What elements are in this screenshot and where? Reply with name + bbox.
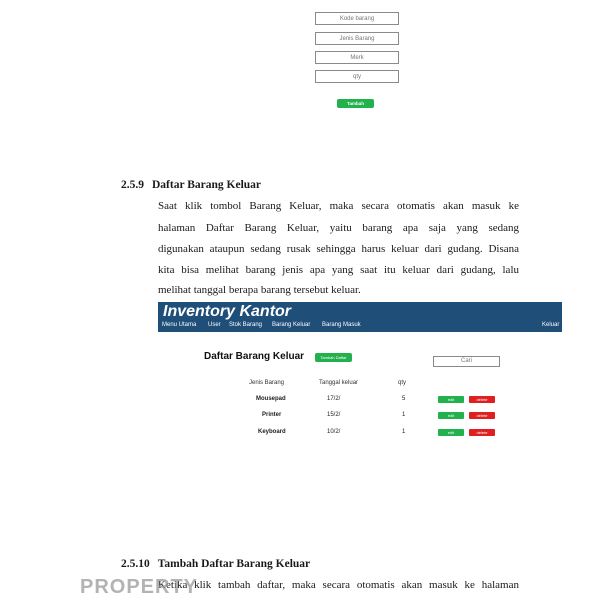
search-input[interactable]: Cari xyxy=(433,356,500,367)
table-cell-item: Keyboard xyxy=(258,429,286,435)
table-cell-date: 17/2/ xyxy=(327,396,341,402)
edit-button[interactable]: edit xyxy=(438,412,464,419)
tambah-button[interactable]: Tambah xyxy=(337,99,374,108)
section-heading-2-5-9 xyxy=(121,179,261,191)
column-header-qty: qty xyxy=(398,380,407,386)
edit-button[interactable]: edit xyxy=(438,429,464,436)
nav-barang-keluar[interactable]: Barang Keluar xyxy=(272,322,311,328)
table-cell-item: Mousepad xyxy=(256,396,286,402)
nav-menu-utama[interactable]: Menu Utama xyxy=(162,322,197,328)
section-title: Daftar Barang Keluar xyxy=(152,179,262,191)
merk-input[interactable]: Merk xyxy=(315,51,399,64)
nav-barang-masuk[interactable]: Barang Masuk xyxy=(322,322,361,328)
app-title: Inventory Kantor xyxy=(163,303,292,320)
page-title: Daftar Barang Keluar xyxy=(204,351,305,362)
table-cell-qty: 5 xyxy=(402,396,406,402)
jenis-barang-input[interactable]: Jenis Barang xyxy=(315,32,399,45)
section-number: 2.5.9 xyxy=(121,179,144,191)
edit-button[interactable]: edit xyxy=(438,396,464,403)
section-title: Tambah Daftar Barang Keluar xyxy=(157,558,311,570)
paragraph-line: Saat klik tombol Barang Keluar, maka secara otomatis akan masuk ke xyxy=(158,200,519,212)
section-heading-2-5-10 xyxy=(121,558,310,570)
watermark: PROPERTY xyxy=(80,576,199,598)
delete-button[interactable]: delete xyxy=(469,396,495,403)
qty-input[interactable]: qty xyxy=(315,70,399,83)
table-cell-date: 10/2/ xyxy=(327,429,341,435)
app-header xyxy=(158,302,562,332)
kode-barang-input[interactable]: Kode barang xyxy=(315,12,399,25)
paragraph-line: digunakan ataupun sedang rusak sehingga harus keluar dari gudang. Disana xyxy=(158,243,519,255)
table-cell-item: Printer xyxy=(262,412,282,418)
tambah-daftar-button[interactable]: Tambah Daftar xyxy=(315,353,352,362)
delete-button[interactable]: delete xyxy=(469,412,495,419)
paragraph-line: Ketika klik tambah daftar, maka secara otomatis akan masuk ke halaman xyxy=(158,579,519,591)
section-number: 2.5.10 xyxy=(121,558,150,570)
table-cell-qty: 1 xyxy=(402,412,406,418)
paragraph-line: kita bisa melihat barang jenis apa yang saat itu keluar dari gudang, lalu xyxy=(158,264,519,276)
paragraph-line: melihat tanggal berapa barang tersebut keluar. xyxy=(158,284,361,296)
nav-stok-barang[interactable]: Stok Barang xyxy=(229,322,263,328)
column-header-jenis-barang: Jenis Barang xyxy=(249,380,285,386)
table-cell-date: 15/2/ xyxy=(327,412,341,418)
nav-user[interactable]: User xyxy=(208,322,221,328)
paragraph-line: halaman Daftar Barang Keluar, yaitu barang apa saja yang sedang xyxy=(158,222,519,234)
column-header-tanggal-keluar: Tanggal keluar xyxy=(319,380,359,386)
nav-keluar[interactable]: Keluar xyxy=(542,322,560,328)
delete-button[interactable]: delete xyxy=(469,429,495,436)
table-cell-qty: 1 xyxy=(402,429,406,435)
